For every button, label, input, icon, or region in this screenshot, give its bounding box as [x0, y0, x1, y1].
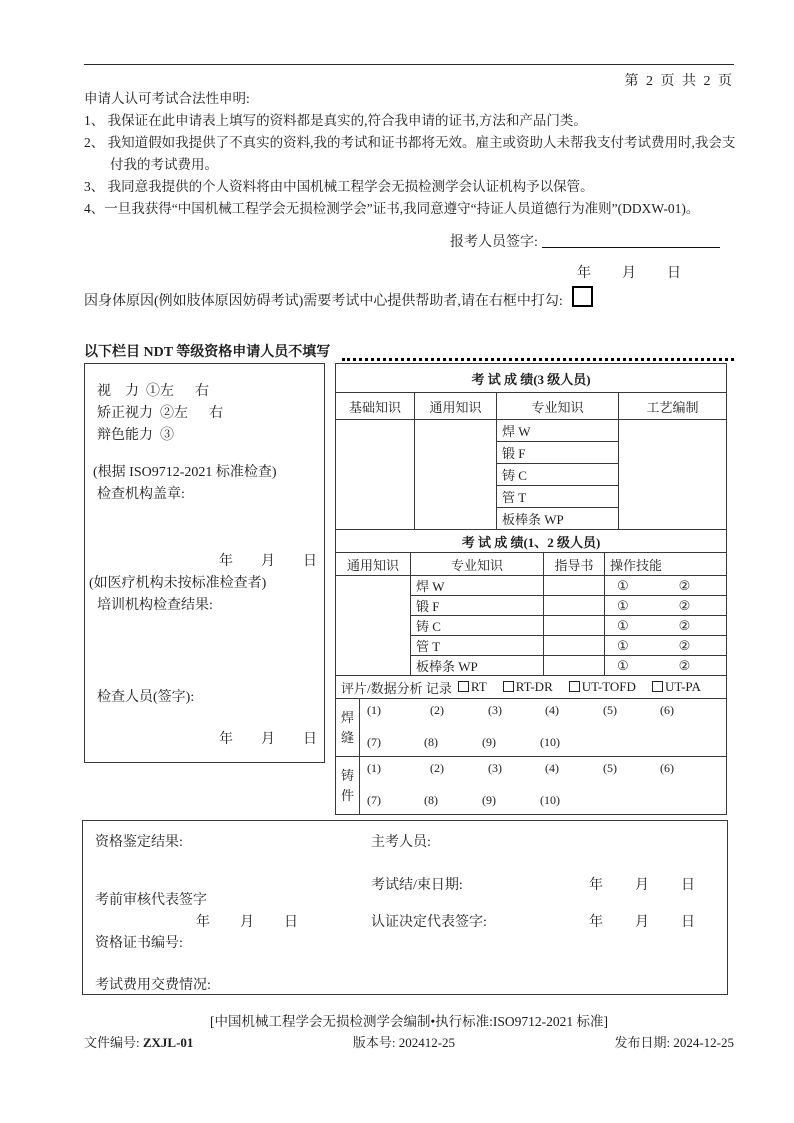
cert-decision-date-row	[589, 911, 695, 931]
level12-instruction-cell[interactable]	[544, 616, 605, 636]
medical-exam-box	[84, 363, 325, 763]
weld-slot: (3)	[488, 703, 502, 717]
declaration-item-2: 2、 我知道假如我提供了不真实的资料,我的考试和证书都将无效。雇主或资助人未帮我支付考试费用时,我会支付我的考试费用。	[84, 135, 736, 172]
weld-slot: (1)	[367, 703, 381, 717]
level3-general-score-cell[interactable]	[415, 420, 497, 530]
month-label: 月	[635, 915, 649, 930]
applicant-signature-date	[577, 262, 681, 282]
day-label: 日	[667, 266, 681, 281]
rt-checkbox[interactable]	[458, 681, 469, 692]
year-label: 年	[196, 915, 210, 930]
declaration-item-1: 1、 我保证在此申请表上填写的资料都是真实的,符合我申请的证书,方法和产品门类。	[84, 113, 587, 128]
pre-exam-date-row	[196, 911, 298, 931]
film-review-table	[335, 675, 727, 699]
level3-spec-casting[interactable]: 铸 C	[497, 464, 619, 486]
page-number: 第 2 页 共 2 页	[624, 74, 734, 89]
medical-date-row	[219, 550, 317, 570]
exam-org-stamp-label: 检查机构盖章:	[97, 487, 185, 502]
level3-spec-tube[interactable]: 管 T	[497, 486, 619, 508]
year-label: 年	[589, 915, 603, 930]
weld-score-area[interactable]	[360, 699, 727, 757]
cert-decision-sign-label: 认证决定代表签字:	[371, 915, 487, 930]
film-option-ut-tofd[interactable]: UT-TOFD	[569, 679, 636, 695]
non-standard-note: (如医疗机构未按标准检查者)	[89, 576, 267, 591]
skill-mark-1[interactable]: ①	[617, 617, 629, 633]
weld-slot: (2)	[430, 703, 444, 717]
level3-score-table	[335, 363, 727, 530]
level3-col-specific: 专业知识	[497, 393, 619, 420]
film-option-ut-pa[interactable]: UT-PA	[652, 679, 701, 695]
staff-only-section-note	[84, 341, 734, 361]
exam-end-date-label: 考试结/束日期:	[371, 878, 463, 893]
casting-slot: (10)	[540, 793, 560, 807]
qualification-result-label: 资格鉴定结果:	[95, 835, 183, 850]
level12-instruction-cell[interactable]	[544, 656, 605, 676]
iso-standard-note: (根据 ISO9712-2021 标准检查)	[93, 465, 277, 480]
staff-only-label: 以下栏目 NDT 等级资格申请人员不填写	[84, 345, 331, 360]
version-number: 版本号: 202412-25	[352, 1035, 456, 1050]
casting-slot: (7)	[367, 793, 381, 807]
casting-section-label: 铸件	[336, 757, 360, 815]
skill-mark-1[interactable]: ①	[617, 597, 629, 613]
casting-slot: (9)	[482, 793, 496, 807]
casting-slot: (6)	[660, 761, 674, 775]
assistance-row	[84, 289, 593, 310]
casting-score-area[interactable]	[360, 757, 727, 815]
inspector-signature-label: 检查人员(签字):	[97, 690, 195, 705]
day-label: 日	[303, 732, 317, 747]
header-rule	[84, 64, 734, 65]
level12-col-general: 通用知识	[336, 553, 411, 576]
skill-mark-2[interactable]: ②	[678, 617, 691, 633]
casting-slot: (3)	[488, 761, 502, 775]
level12-score-table	[335, 529, 727, 676]
level3-basic-score-cell[interactable]	[336, 420, 415, 530]
declaration-item-3: 3、 我同意我提供的个人资料将由中国机械工程学会无损检测学会认证机构予以保管。	[84, 179, 594, 194]
level12-instruction-cell[interactable]	[544, 636, 605, 656]
skill-mark-2[interactable]: ②	[678, 657, 691, 673]
level3-spec-weld[interactable]: 焊 W	[497, 420, 619, 442]
level12-spec-casting[interactable]: 铸 C	[411, 616, 544, 636]
skill-mark-1[interactable]: ①	[617, 657, 629, 673]
day-label: 日	[303, 554, 317, 569]
dotted-leader	[342, 348, 734, 361]
level3-col-basic: 基础知识	[336, 393, 415, 420]
corrected-vision-line: 矫正视力 ②左 右	[97, 406, 223, 421]
film-review-prefix: 评片/数据分析 记录	[341, 680, 452, 696]
weld-slot: (7)	[367, 735, 381, 749]
film-option-rt-dr[interactable]: RT-DR	[503, 679, 553, 695]
exam-end-date-row	[589, 874, 695, 894]
weld-slot: (5)	[603, 703, 617, 717]
declaration-block	[84, 88, 746, 220]
weld-slot: (9)	[482, 735, 496, 749]
applicant-signature-label: 报考人员签字:	[450, 235, 538, 250]
year-label: 年	[219, 554, 233, 569]
level12-table-title: 考 试 成 绩(1、2 级人员)	[336, 530, 727, 553]
level3-col-procedure: 工艺编制	[619, 393, 727, 420]
applicant-signature-row	[450, 231, 720, 251]
month-label: 月	[635, 878, 649, 893]
level3-procedure-score-cell[interactable]	[619, 420, 727, 530]
footer-meta-row	[84, 1032, 734, 1051]
pre-exam-rep-sign-label: 考前审核代表签字	[95, 893, 207, 908]
ut-pa-checkbox[interactable]	[652, 681, 663, 692]
weld-slot: (10)	[540, 735, 560, 749]
month-label: 月	[240, 915, 254, 930]
skill-mark-2[interactable]: ②	[678, 577, 691, 593]
film-option-rt[interactable]: RT	[458, 679, 487, 695]
level3-spec-forging[interactable]: 锻 F	[497, 442, 619, 464]
level12-spec-weld[interactable]: 焊 W	[411, 576, 544, 596]
day-label: 日	[681, 878, 695, 893]
year-label: 年	[589, 878, 603, 893]
weld-slot: (4)	[545, 703, 559, 717]
release-date: 发布日期: 2024-12-25	[614, 1035, 734, 1050]
level12-col-skill: 操作技能	[605, 553, 727, 576]
doc-number: 文件编号: ZXJL-01	[84, 1035, 194, 1050]
color-vision-line: 辩色能力 ③	[97, 428, 174, 443]
year-label: 年	[577, 266, 591, 281]
vision-line: 视 力 ①左 右	[97, 384, 209, 399]
applicant-signature-line[interactable]	[542, 234, 720, 248]
chief-examiner-label: 主考人员:	[371, 835, 431, 850]
footer-issuer-line: [中国机械工程学会无损检测学会编制•执行标准:ISO9712-2021 标准]	[209, 1014, 609, 1029]
inspector-date-row	[219, 728, 317, 748]
weld-section-label: 焊缝	[336, 699, 360, 757]
weld-slot: (6)	[660, 703, 674, 717]
weld-slot: (8)	[424, 735, 438, 749]
assistance-checkbox[interactable]	[572, 286, 593, 307]
casting-slot: (1)	[367, 761, 381, 775]
day-label: 日	[681, 915, 695, 930]
casting-slot: (5)	[603, 761, 617, 775]
weld-casting-table	[335, 698, 727, 815]
level12-spec-tube[interactable]: 管 T	[411, 636, 544, 656]
level12-col-specific: 专业知识	[411, 553, 544, 576]
month-label: 月	[261, 554, 275, 569]
level3-table-title: 考 试 成 绩(3 级人员)	[336, 364, 727, 393]
skill-mark-1[interactable]: ①	[617, 577, 629, 593]
skill-mark-2[interactable]: ②	[678, 637, 691, 653]
year-label: 年	[219, 732, 233, 747]
qualification-result-box	[82, 820, 728, 995]
skill-mark-2[interactable]: ②	[678, 597, 691, 613]
month-label: 月	[261, 732, 275, 747]
level3-spec-plate[interactable]: 板棒条 WP	[497, 508, 619, 530]
casting-slot: (4)	[545, 761, 559, 775]
level12-spec-plate[interactable]: 板棒条 WP	[411, 656, 544, 676]
training-org-result-label: 培训机构检查结果:	[97, 598, 213, 613]
level12-instruction-cell[interactable]	[544, 596, 605, 616]
level3-col-general: 通用知识	[415, 393, 497, 420]
cert-number-label: 资格证书编号:	[95, 936, 183, 951]
day-label: 日	[284, 915, 298, 930]
exam-fee-label: 考试费用交费情况:	[95, 978, 211, 993]
declaration-item-4: 4、一旦我获得“中国机械工程学会无损检测学会”证书,我同意遵守“持证人员道德行为准则”(DDXW-01)。	[84, 201, 700, 216]
skill-mark-1[interactable]: ①	[617, 637, 629, 653]
rt-dr-checkbox[interactable]	[503, 681, 514, 692]
declaration-title: 申请人认可考试合法性申明:	[84, 91, 250, 106]
assistance-text: 因身体原因(例如肢体原因妨碍考试)需要考试中心提供帮助者,请在右框中打勾:	[84, 293, 563, 309]
month-label: 月	[622, 266, 636, 281]
level12-col-instruction: 指导书	[544, 553, 605, 576]
level12-instruction-cell[interactable]	[544, 576, 605, 596]
casting-slot: (8)	[424, 793, 438, 807]
exam-score-tables	[335, 363, 726, 815]
level12-spec-forging[interactable]: 锻 F	[411, 596, 544, 616]
casting-slot: (2)	[430, 761, 444, 775]
level12-general-score-cell[interactable]	[336, 576, 411, 676]
ut-tofd-checkbox[interactable]	[569, 681, 580, 692]
